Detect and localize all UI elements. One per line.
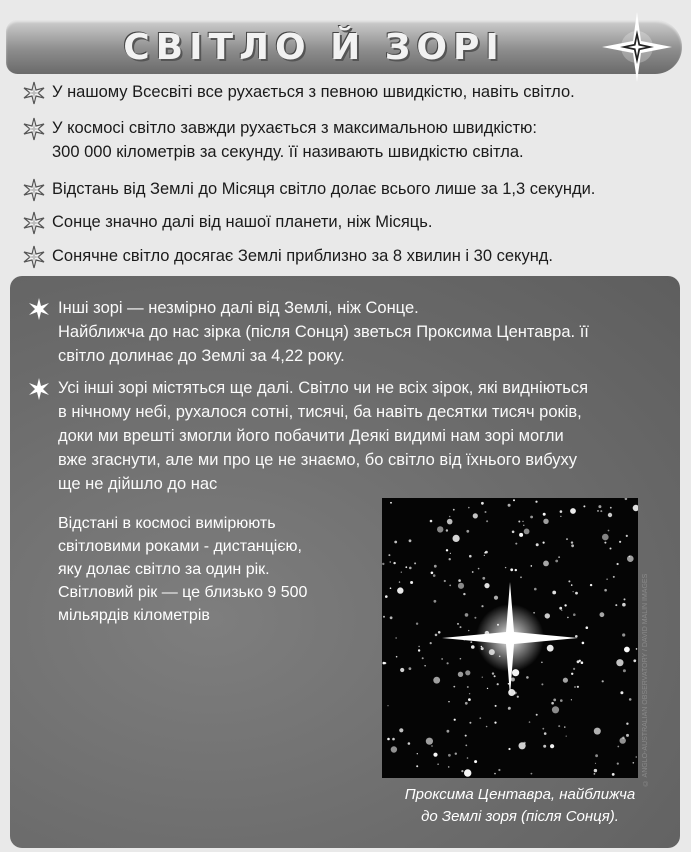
- background-star: [464, 769, 471, 776]
- background-star: [397, 587, 403, 593]
- background-star: [583, 505, 585, 507]
- background-star: [458, 583, 464, 589]
- background-star: [522, 521, 523, 522]
- background-star: [467, 686, 469, 688]
- background-star: [410, 581, 413, 584]
- background-star: [409, 539, 412, 542]
- background-star: [571, 699, 572, 700]
- star-bullet-icon: [22, 81, 46, 105]
- background-star: [416, 765, 418, 767]
- background-star: [447, 730, 450, 733]
- background-star: [624, 598, 626, 600]
- background-star: [465, 735, 467, 737]
- background-star: [519, 533, 523, 537]
- background-star: [484, 583, 489, 588]
- background-star: [515, 569, 517, 571]
- background-star: [487, 688, 488, 689]
- background-star: [552, 706, 559, 713]
- background-star: [444, 580, 446, 582]
- background-star: [594, 773, 596, 775]
- background-star: [434, 565, 437, 568]
- background-star: [629, 698, 632, 701]
- background-star: [624, 647, 630, 653]
- sparkle-star-icon: [598, 8, 676, 86]
- background-star: [481, 502, 484, 505]
- background-star: [560, 699, 563, 702]
- background-star: [574, 686, 576, 688]
- background-star: [482, 677, 483, 678]
- background-star: [396, 656, 398, 658]
- background-star: [513, 499, 515, 501]
- background-star: [465, 702, 468, 705]
- background-star: [387, 705, 388, 706]
- panel-line: Інші зорі — незмірно далі від Землі, ніж Сонце.: [58, 299, 419, 317]
- background-star: [505, 567, 506, 568]
- background-star: [390, 502, 392, 504]
- background-star: [418, 646, 419, 647]
- background-star: [633, 762, 635, 764]
- background-star: [595, 763, 596, 764]
- fact-line: Сонячне світло досягає Землі приблизно за 8 хвилин і 30 секунд.: [52, 247, 554, 265]
- background-star: [399, 581, 400, 582]
- note-line: яку долає світло за один рік.: [58, 561, 270, 578]
- background-star: [571, 584, 573, 586]
- background-star: [416, 623, 418, 625]
- note-line: Відстані в космосі вимірюють: [58, 515, 276, 532]
- background-star: [523, 742, 525, 744]
- background-star: [566, 538, 568, 540]
- background-star: [626, 734, 629, 737]
- background-star: [468, 698, 471, 701]
- background-star: [409, 667, 412, 670]
- background-star: [547, 645, 554, 652]
- background-star: [473, 513, 478, 518]
- background-star: [466, 530, 469, 533]
- light-year-note: [58, 512, 338, 652]
- background-star: [610, 507, 612, 509]
- background-star: [458, 579, 461, 582]
- background-star: [520, 576, 522, 578]
- background-star: [455, 753, 457, 755]
- background-star: [465, 745, 467, 747]
- background-star: [448, 754, 451, 757]
- photo-caption: [370, 784, 670, 828]
- background-star: [468, 630, 469, 631]
- background-star: [433, 753, 437, 757]
- photo-credit: © ANGLO-AUSTRALIAN OBSERVATORY / DAVID MALIN IMAGES: [642, 573, 649, 786]
- background-star: [469, 722, 471, 724]
- background-star: [542, 728, 544, 730]
- background-star: [448, 766, 450, 768]
- background-star: [387, 738, 390, 741]
- background-star: [543, 745, 546, 748]
- background-star: [463, 593, 465, 595]
- background-star: [600, 612, 605, 617]
- background-star: [449, 558, 451, 560]
- background-star: [468, 507, 470, 509]
- background-star: [555, 560, 558, 563]
- background-star: [453, 686, 455, 688]
- background-star: [484, 555, 485, 556]
- background-star: [498, 769, 500, 771]
- background-star: [582, 642, 585, 645]
- background-star: [409, 567, 412, 570]
- background-star: [536, 543, 539, 546]
- background-star: [571, 673, 573, 675]
- background-star: [622, 603, 626, 607]
- background-star: [448, 701, 449, 702]
- background-star: [573, 613, 576, 616]
- background-star: [625, 498, 628, 500]
- star-bullet-icon: [22, 245, 46, 269]
- background-star: [461, 770, 463, 772]
- background-star: [510, 568, 513, 571]
- background-star: [579, 660, 581, 662]
- background-star: [551, 702, 554, 705]
- background-star: [433, 574, 436, 577]
- background-star: [400, 668, 404, 672]
- background-star: [426, 738, 433, 745]
- background-star: [560, 510, 563, 513]
- background-star: [543, 561, 549, 567]
- background-star: [622, 633, 625, 636]
- background-star: [626, 535, 628, 537]
- background-star: [453, 535, 460, 542]
- background-star: [508, 748, 510, 750]
- background-star: [495, 705, 497, 707]
- background-star: [417, 753, 418, 754]
- background-star: [433, 677, 440, 684]
- background-star: [571, 544, 574, 547]
- background-star: [469, 693, 470, 694]
- background-star: [394, 541, 397, 544]
- background-star: [529, 721, 531, 723]
- background-star: [617, 763, 619, 765]
- background-star: [449, 516, 451, 518]
- background-star: [392, 738, 395, 741]
- background-star: [511, 678, 515, 682]
- panel-line: світло долинає до Землі за 4,22 року.: [58, 347, 345, 365]
- background-star: [620, 691, 623, 694]
- star-bullet-icon: [28, 378, 50, 400]
- background-star: [541, 662, 543, 664]
- background-star: [418, 649, 420, 651]
- background-star: [633, 505, 638, 511]
- background-star: [435, 634, 438, 637]
- proxima-centauri-photo: [382, 498, 638, 778]
- background-star: [577, 686, 579, 688]
- background-star: [391, 746, 397, 752]
- background-star: [552, 591, 556, 595]
- star-bullet-icon: [22, 178, 46, 202]
- background-star: [390, 587, 392, 589]
- background-star: [460, 658, 462, 660]
- background-star: [470, 641, 472, 643]
- background-star: [570, 508, 576, 514]
- background-star: [563, 678, 568, 683]
- background-star: [616, 659, 623, 666]
- background-star: [541, 683, 543, 685]
- background-star: [384, 662, 386, 664]
- fact-line: 300 000 кілометрів за секунду. її називають швидкістю світла.: [52, 143, 524, 161]
- background-star: [636, 648, 638, 650]
- background-star: [594, 728, 601, 735]
- background-star: [544, 732, 547, 735]
- background-star: [447, 519, 453, 525]
- panel-line: Усі інші зорі містяться ще далі. Світло чи не всіх зірок, які видніються: [58, 379, 589, 397]
- caption-line: Проксима Центавра, найближча: [404, 786, 636, 803]
- background-star: [414, 562, 416, 564]
- background-star: [627, 555, 634, 562]
- background-star: [471, 645, 475, 649]
- background-star: [430, 642, 432, 644]
- background-star: [622, 737, 624, 739]
- background-star: [617, 563, 619, 565]
- background-star: [553, 699, 556, 702]
- fact-line: Сонце значно далі від нашої планети, ніж Місяць.: [52, 213, 433, 231]
- background-star: [446, 529, 448, 531]
- background-star: [454, 719, 456, 721]
- starfield-image: [382, 498, 638, 778]
- background-star: [465, 670, 470, 675]
- background-star: [575, 592, 578, 595]
- star-bullet-icon: [22, 211, 46, 235]
- background-star: [604, 542, 606, 544]
- background-star: [388, 554, 390, 556]
- background-star: [494, 675, 496, 677]
- background-star: [512, 531, 515, 534]
- background-star: [543, 542, 545, 544]
- background-star: [526, 676, 529, 679]
- background-star: [530, 516, 533, 519]
- background-star: [617, 746, 619, 748]
- caption-line: до Землі зоря (після Сонця).: [421, 808, 619, 825]
- background-star: [479, 717, 481, 719]
- note-line: світловими роками - дистанцією,: [58, 538, 302, 555]
- background-star: [613, 576, 615, 578]
- background-star: [446, 549, 448, 551]
- background-star: [623, 669, 626, 672]
- panel-line: Найближча до нас зірка (після Сонця) зветься Проксима Центавра. її: [58, 323, 589, 341]
- background-star: [600, 510, 602, 512]
- star-bullet-icon: [22, 117, 46, 141]
- background-star: [422, 657, 424, 659]
- background-star: [543, 519, 548, 524]
- background-star: [604, 589, 607, 592]
- proxima-star-spikes: [442, 582, 578, 696]
- background-star: [559, 607, 562, 610]
- background-star: [573, 591, 574, 592]
- background-star: [597, 510, 599, 512]
- background-star: [492, 672, 494, 674]
- background-star: [560, 516, 561, 517]
- note-line: Світловий рік — це близько 9 500: [58, 584, 308, 601]
- background-star: [586, 626, 589, 629]
- background-star: [531, 565, 533, 567]
- background-star: [545, 613, 550, 618]
- background-star: [486, 726, 488, 728]
- background-star: [485, 551, 488, 554]
- background-star: [567, 617, 569, 619]
- background-star: [517, 696, 519, 698]
- background-star: [508, 689, 515, 696]
- background-star: [518, 521, 520, 523]
- background-star: [474, 760, 477, 763]
- background-star: [469, 555, 472, 558]
- title-banner: [6, 20, 682, 74]
- background-star: [573, 668, 575, 670]
- background-star: [486, 520, 488, 522]
- background-star: [396, 637, 397, 638]
- background-star: [494, 722, 496, 724]
- background-star: [594, 769, 597, 772]
- background-star: [450, 553, 451, 554]
- background-star: [431, 572, 434, 575]
- background-star: [564, 604, 566, 606]
- background-star: [437, 763, 439, 765]
- background-star: [472, 571, 474, 573]
- background-star: [424, 665, 425, 666]
- fact-line: У нашому Всесвіті все рухається з певною швидкістю, навіть світло.: [52, 83, 575, 101]
- background-star: [481, 605, 483, 607]
- background-star: [482, 577, 485, 580]
- background-star: [390, 616, 393, 619]
- stars-panel: [10, 276, 680, 848]
- background-star: [508, 504, 511, 507]
- background-star: [508, 707, 511, 710]
- background-star: [575, 635, 578, 638]
- background-star: [636, 756, 637, 757]
- fact-line: Відстань від Землі до Місяця світло долає всього лише за 1,3 секунди.: [52, 180, 596, 198]
- background-star: [401, 572, 402, 573]
- note-line: мільярдів кілометрів: [58, 607, 210, 624]
- background-star: [571, 541, 573, 543]
- background-star: [382, 563, 384, 565]
- background-star: [434, 600, 437, 603]
- background-star: [619, 541, 621, 543]
- background-star: [494, 596, 498, 600]
- panel-line: доки ми врешті змогли його побачити Деякі видимі нам зорі могли: [58, 427, 564, 445]
- background-star: [393, 562, 395, 564]
- background-star: [550, 744, 554, 748]
- background-star: [457, 623, 459, 625]
- fact-line: У космосі світло завжди рухається з максимальною швидкістю:: [52, 119, 538, 137]
- background-star: [497, 683, 499, 685]
- background-star: [405, 566, 407, 568]
- background-star: [610, 548, 612, 550]
- background-star: [383, 616, 385, 618]
- background-star: [523, 525, 524, 526]
- background-star: [568, 580, 570, 582]
- background-star: [460, 626, 462, 628]
- panel-line: ще не дійшло до нас: [58, 475, 218, 493]
- background-star: [408, 742, 411, 745]
- background-star: [561, 610, 562, 611]
- background-star: [441, 658, 442, 659]
- background-star: [399, 728, 403, 732]
- background-star: [453, 509, 455, 511]
- background-star: [430, 520, 433, 523]
- background-star: [595, 754, 598, 757]
- background-star: [438, 631, 441, 634]
- background-star: [467, 757, 469, 759]
- background-star: [458, 672, 463, 677]
- background-star: [524, 529, 530, 535]
- background-star: [390, 561, 391, 562]
- background-star: [437, 526, 443, 532]
- panel-line: вже згаснути, але ми про це не знаємо, бо світло від їхнього вибуху: [58, 451, 578, 469]
- background-star: [431, 745, 432, 746]
- background-star: [535, 501, 537, 503]
- background-star: [612, 773, 615, 776]
- background-star: [465, 613, 469, 617]
- background-star: [485, 511, 487, 513]
- background-star: [515, 543, 517, 545]
- background-star: [615, 604, 617, 606]
- background-star: [531, 773, 533, 775]
- background-star: [606, 578, 608, 580]
- background-star: [536, 714, 538, 716]
- background-star: [494, 773, 496, 775]
- background-star: [558, 725, 560, 727]
- page-title: СВІТЛО Й ЗОРІ: [123, 27, 505, 68]
- background-star: [447, 662, 449, 664]
- background-star: [543, 513, 546, 516]
- background-star: [564, 726, 565, 727]
- background-star: [534, 588, 537, 591]
- background-star: [633, 659, 636, 662]
- background-star: [598, 505, 601, 508]
- background-star: [581, 661, 584, 664]
- background-star: [449, 585, 451, 587]
- background-star: [558, 556, 560, 558]
- background-star: [474, 617, 476, 619]
- panel-line: в нічному небі, рухалося сотні, тисячі, ба навіть десятки тисяч років,: [58, 403, 582, 421]
- background-star: [590, 584, 592, 586]
- background-star: [602, 534, 609, 541]
- background-star: [478, 568, 480, 570]
- background-star: [385, 595, 388, 598]
- background-star: [626, 723, 628, 725]
- background-star: [608, 530, 610, 532]
- background-star: [566, 736, 567, 737]
- background-star: [602, 680, 604, 682]
- background-star: [608, 513, 612, 517]
- star-bullet-icon: [28, 298, 50, 320]
